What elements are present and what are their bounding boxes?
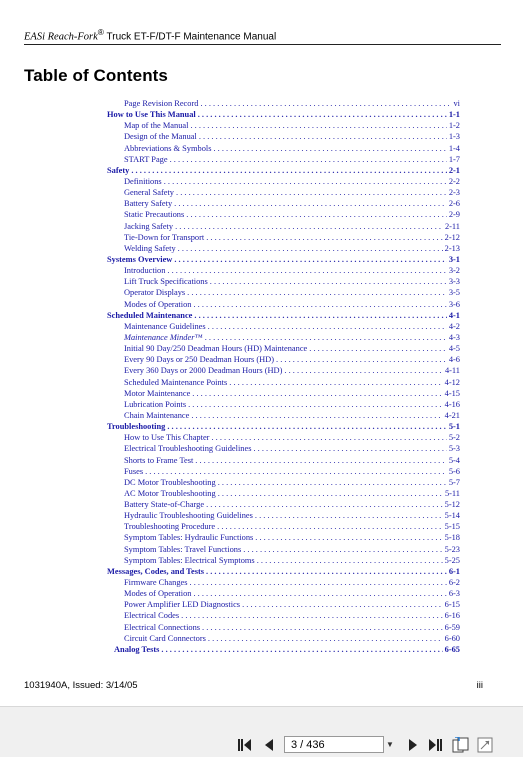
toc-entry-page: 4-16 xyxy=(444,399,460,409)
toc-entry-title: General Safety xyxy=(124,188,174,198)
toc-entry[interactable] xyxy=(107,365,460,376)
toc-entry-page: 2-2 xyxy=(448,176,460,186)
toc-entry[interactable] xyxy=(107,477,460,488)
toc-entry-page: 2-9 xyxy=(448,210,460,220)
toc-leader-dots xyxy=(186,209,447,220)
toc-entry[interactable] xyxy=(107,610,460,621)
toc-entry-title: Jacking Safety xyxy=(124,221,174,231)
toc-entry[interactable] xyxy=(107,588,460,599)
toc-leader-dots xyxy=(188,399,443,410)
toc-leader-dots xyxy=(218,488,443,499)
last-page-icon[interactable] xyxy=(426,736,444,754)
toc-leader-dots xyxy=(206,232,442,243)
toc-entry[interactable] xyxy=(107,343,460,354)
toc-entry[interactable] xyxy=(107,287,460,298)
toc-entry-title: Symptom Tables: Hydraulic Functions xyxy=(124,533,254,543)
toc-entry-page: 4-5 xyxy=(448,344,460,354)
toc-entry-page: 6-3 xyxy=(448,589,460,599)
toc-entry-page: 4-2 xyxy=(448,321,460,331)
toc-entry-page: 6-1 xyxy=(448,566,460,576)
toc-leader-dots xyxy=(211,432,446,443)
toc-entry-title: Battery Safety xyxy=(124,199,173,209)
header-registered-mark: ® xyxy=(97,27,104,37)
next-page-icon[interactable] xyxy=(404,736,422,754)
toc-entry[interactable] xyxy=(107,131,460,142)
toc-entry-title: Static Precautions xyxy=(124,210,185,220)
toc-entry[interactable] xyxy=(107,566,460,577)
toc-leader-dots xyxy=(161,644,442,655)
toc-entry[interactable] xyxy=(107,120,460,131)
toc-entry-title: Maintenance Guidelines xyxy=(124,321,206,331)
toc-entry-page: 1-4 xyxy=(448,143,460,153)
dual-page-icon[interactable] xyxy=(452,736,470,754)
toc-leader-dots xyxy=(190,120,446,131)
toc-entry-page: 3-3 xyxy=(448,277,460,287)
toc-leader-dots xyxy=(202,622,443,633)
toc-entry-title: Electrical Troubleshooting Guidelines xyxy=(124,444,252,454)
toc-entry-page: 5-2 xyxy=(448,433,460,443)
toc-entry[interactable] xyxy=(107,455,460,466)
toc-entry-page: 5-6 xyxy=(448,466,460,476)
toc-entry[interactable] xyxy=(107,299,460,310)
toc-entry-page: 4-12 xyxy=(444,377,460,387)
toc-entry-title: How to Use This Chapter xyxy=(124,433,210,443)
toc-entry-title: Abbreviations & Symbols xyxy=(124,143,212,153)
toc-leader-dots xyxy=(193,299,446,310)
toc-entry-title: DC Motor Troubleshooting xyxy=(124,477,216,487)
toc-entry-page: 3-5 xyxy=(448,288,460,298)
fit-page-icon[interactable] xyxy=(476,736,494,754)
toc-leader-dots xyxy=(192,388,442,399)
toc-entry[interactable] xyxy=(107,521,460,532)
toc-entry-title: Initial 90 Day/250 Deadman Hours (HD) Maintenance xyxy=(124,344,308,354)
toc-entry-page: 2-6 xyxy=(448,199,460,209)
header-brand: EASi Reach-Fork xyxy=(24,31,98,43)
toc-entry-title: Modes of Operation xyxy=(124,589,192,599)
toc-entry-title: Symptom Tables: Electrical Symptoms xyxy=(124,555,255,565)
toc-leader-dots xyxy=(206,566,447,577)
toc-entry-title: Every 360 Days or 2000 Deadman Hours (HD) xyxy=(124,366,283,376)
toc-entry-page: 5-7 xyxy=(448,477,460,487)
toc-entry[interactable] xyxy=(107,221,460,232)
toc-entry[interactable] xyxy=(107,644,460,655)
toc-entry[interactable] xyxy=(107,421,460,432)
toc-entry[interactable] xyxy=(107,499,460,510)
toc-entry[interactable] xyxy=(107,176,460,187)
toc-entry-page: 1-1 xyxy=(448,110,460,120)
toc-entry-title: Definitions xyxy=(124,176,162,186)
toc-entry-page: 4-21 xyxy=(444,410,460,420)
toc-entry-page: 6-2 xyxy=(448,578,460,588)
toc-entry-page: 5-14 xyxy=(444,511,460,521)
toc-leader-dots xyxy=(253,443,446,454)
toc-entry-title: Lift Truck Specifications xyxy=(124,277,208,287)
page-number-input[interactable]: 3 / 436 xyxy=(284,736,384,753)
toc-leader-dots xyxy=(213,143,446,154)
toc-entry-page: 3-6 xyxy=(448,299,460,309)
toc-entry[interactable] xyxy=(107,321,460,332)
toc-leader-dots xyxy=(218,477,447,488)
toc-entry[interactable] xyxy=(107,443,460,454)
toc-entry-title: Lubrication Points xyxy=(124,399,187,409)
toc-entry-title: Analog Tests xyxy=(114,644,160,654)
toc-entry-title: Electrical Connections xyxy=(124,622,201,632)
toc-leader-dots xyxy=(174,198,447,209)
toc-entry-page: 4-11 xyxy=(444,366,460,376)
toc-entry-page: 2-13 xyxy=(444,243,460,253)
toc-entry-page: 4-15 xyxy=(444,388,460,398)
toc-entry[interactable] xyxy=(107,332,460,343)
toc-leader-dots xyxy=(164,176,447,187)
toc-leader-dots xyxy=(208,321,447,332)
toc-leader-dots xyxy=(174,254,446,265)
toc-entry-page: 3-2 xyxy=(448,266,460,276)
toc-leader-dots xyxy=(208,633,443,644)
toc-entry[interactable] xyxy=(107,432,460,443)
toc-entry-title: Operator Displays xyxy=(124,288,186,298)
toc-entry-page: 5-25 xyxy=(444,555,460,565)
toc-entry-title: Every 90 Days or 250 Deadman Hours (HD) xyxy=(124,355,275,365)
toc-leader-dots xyxy=(193,588,446,599)
toc-entry[interactable] xyxy=(107,310,460,321)
toc-leader-dots xyxy=(198,109,447,120)
toc-leader-dots xyxy=(309,343,447,354)
toc-entry-page: 5-4 xyxy=(448,455,460,465)
toc-leader-dots xyxy=(131,165,447,176)
toc-entry-page: 6-15 xyxy=(444,600,460,610)
toc-entry-title: Troubleshooting Procedure xyxy=(124,522,216,532)
toc-entry-title: How to Use This Manual xyxy=(107,110,196,120)
toc-entry-title: Page Revision Record xyxy=(124,99,199,108)
toc-leader-dots xyxy=(176,187,447,198)
header-rule xyxy=(24,44,501,45)
toc-leader-dots xyxy=(170,154,447,165)
toc-leader-dots xyxy=(217,521,443,532)
footer-doc-id: 1031940A, Issued: 3/14/05 xyxy=(24,680,138,691)
toc-entry-page: 6-65 xyxy=(444,644,460,654)
toc-leader-dots xyxy=(206,499,443,510)
toc-entry[interactable] xyxy=(107,488,460,499)
toc-entry[interactable] xyxy=(107,577,460,588)
toc-entry[interactable] xyxy=(107,410,460,421)
toc-entry-title: Introduction xyxy=(124,266,166,276)
toc-entry-title: Electrical Codes xyxy=(124,611,180,621)
toc-entry-title: Design of the Manual xyxy=(124,132,197,142)
toc-entry[interactable] xyxy=(107,243,460,254)
toc-entry[interactable] xyxy=(107,254,460,265)
toc-entry[interactable] xyxy=(107,399,460,410)
toc-leader-dots xyxy=(257,555,443,566)
toc-entry-page: 4-6 xyxy=(448,355,460,365)
table-of-contents xyxy=(107,98,460,655)
toc-entry-title: Scheduled Maintenance Points xyxy=(124,377,228,387)
toc-entry-page: 4-3 xyxy=(448,332,460,342)
toc-entry-title: Safety xyxy=(107,165,130,175)
toc-entry-title: Battery State-of-Charge xyxy=(124,500,205,510)
toc-entry-page: 5-1 xyxy=(448,422,460,432)
toc-leader-dots xyxy=(191,410,442,421)
toc-entry-title: Hydraulic Troubleshooting Guidelines xyxy=(124,511,253,521)
toc-entry-title: START Page xyxy=(124,154,168,164)
toc-entry[interactable] xyxy=(107,198,460,209)
toc-entry[interactable] xyxy=(107,209,460,220)
toc-leader-dots xyxy=(199,131,447,142)
toc-entry-title: Welding Safety xyxy=(124,243,176,253)
toc-entry-page: 2-1 xyxy=(448,165,460,175)
toc-entry-page: 5-23 xyxy=(444,544,460,554)
toc-leader-dots xyxy=(200,98,451,109)
toc-leader-dots xyxy=(229,377,442,388)
toc-entry-title: Symptom Tables: Travel Functions xyxy=(124,544,242,554)
toc-entry[interactable] xyxy=(107,377,460,388)
prev-page-icon[interactable] xyxy=(260,736,278,754)
running-header xyxy=(24,27,276,42)
toc-entry-title: Maintenance Minder™ xyxy=(124,332,203,342)
toc-entry-page: 5-11 xyxy=(444,488,460,498)
toc-entry[interactable] xyxy=(107,143,460,154)
toc-leader-dots xyxy=(175,221,443,232)
toc-entry[interactable] xyxy=(107,599,460,610)
pdf-viewer-toolbar xyxy=(0,706,523,757)
toc-entry-page: 4-1 xyxy=(448,310,460,320)
toc-entry[interactable] xyxy=(107,109,460,120)
toc-leader-dots xyxy=(255,510,443,521)
toc-entry-title: Tie-Down for Transport xyxy=(124,232,205,242)
toc-entry-page: 1-3 xyxy=(448,132,460,142)
header-manual-title: Truck ET-F/DT-F Maintenance Manual xyxy=(103,31,277,43)
toc-leader-dots xyxy=(181,610,443,621)
page-title: Table of Contents xyxy=(24,66,168,85)
toc-entry-title: Power Amplifier LED Diagnostics xyxy=(124,600,241,610)
toc-entry-page: vi xyxy=(453,99,460,108)
toc-entry[interactable] xyxy=(107,98,460,109)
toc-entry-page: 6-60 xyxy=(444,633,460,643)
toc-entry[interactable] xyxy=(107,187,460,198)
chevron-down-icon[interactable]: ▼ xyxy=(386,740,394,749)
toc-entry-title: Shorts to Frame Test xyxy=(124,455,194,465)
toc-entry-title: Scheduled Maintenance xyxy=(107,310,193,320)
toc-entry[interactable] xyxy=(107,544,460,555)
toc-entry[interactable] xyxy=(107,466,460,477)
toc-entry-title: Chain Maintenance xyxy=(124,410,190,420)
toc-entry-title: Troubleshooting xyxy=(107,422,166,432)
toc-entry[interactable] xyxy=(107,276,460,287)
toc-leader-dots xyxy=(145,466,447,477)
toc-entry-page: 1-7 xyxy=(448,154,460,164)
toc-entry-page: 2-3 xyxy=(448,188,460,198)
toc-entry-page: 5-3 xyxy=(448,444,460,454)
toc-leader-dots xyxy=(194,310,446,321)
toc-entry[interactable] xyxy=(107,154,460,165)
toc-leader-dots xyxy=(190,577,447,588)
toc-leader-dots xyxy=(167,421,446,432)
toc-entry-page: 2-11 xyxy=(444,221,460,231)
toc-entry-title: Modes of Operation xyxy=(124,299,192,309)
toc-leader-dots xyxy=(243,544,442,555)
toc-entry[interactable] xyxy=(107,265,460,276)
first-page-icon[interactable] xyxy=(236,736,254,754)
toc-entry[interactable] xyxy=(107,633,460,644)
footer-page-number: iii xyxy=(476,680,483,691)
toc-leader-dots xyxy=(205,332,447,343)
toc-entry-title: Motor Maintenance xyxy=(124,388,191,398)
toc-entry[interactable] xyxy=(107,354,460,365)
toc-entry-title: Messages, Codes, and Tests xyxy=(107,566,205,576)
toc-entry-page: 5-12 xyxy=(444,500,460,510)
toc-entry-title: Fuses xyxy=(124,466,144,476)
toc-leader-dots xyxy=(284,365,443,376)
toc-leader-dots xyxy=(242,599,443,610)
toc-entry[interactable] xyxy=(107,165,460,176)
toc-entry-page: 5-18 xyxy=(444,533,460,543)
toc-entry-page: 3-1 xyxy=(448,254,460,264)
toc-entry-title: Systems Overview xyxy=(107,254,173,264)
toc-leader-dots xyxy=(195,455,447,466)
toc-entry-title: Firmware Changes xyxy=(124,578,188,588)
toc-leader-dots xyxy=(210,276,447,287)
toc-entry-title: Map of the Manual xyxy=(124,121,189,131)
toc-leader-dots xyxy=(178,243,443,254)
toc-entry[interactable] xyxy=(107,555,460,566)
toc-entry-page: 2-12 xyxy=(444,232,460,242)
toc-leader-dots xyxy=(276,354,447,365)
toc-entry[interactable] xyxy=(107,622,460,633)
toc-leader-dots xyxy=(187,287,447,298)
toc-entry-page: 1-2 xyxy=(448,121,460,131)
toc-leader-dots xyxy=(167,265,446,276)
toc-entry-title: Circuit Card Connectors xyxy=(124,633,206,643)
toc-entry[interactable] xyxy=(107,532,460,543)
toc-leader-dots xyxy=(255,532,442,543)
toc-entry[interactable] xyxy=(107,232,460,243)
toc-entry[interactable] xyxy=(107,510,460,521)
toc-entry-title: AC Motor Troubleshooting xyxy=(124,488,216,498)
toc-entry-page: 5-15 xyxy=(444,522,460,532)
toc-entry[interactable] xyxy=(107,388,460,399)
toc-entry-page: 6-16 xyxy=(444,611,460,621)
toc-entry-page: 6-59 xyxy=(444,622,460,632)
